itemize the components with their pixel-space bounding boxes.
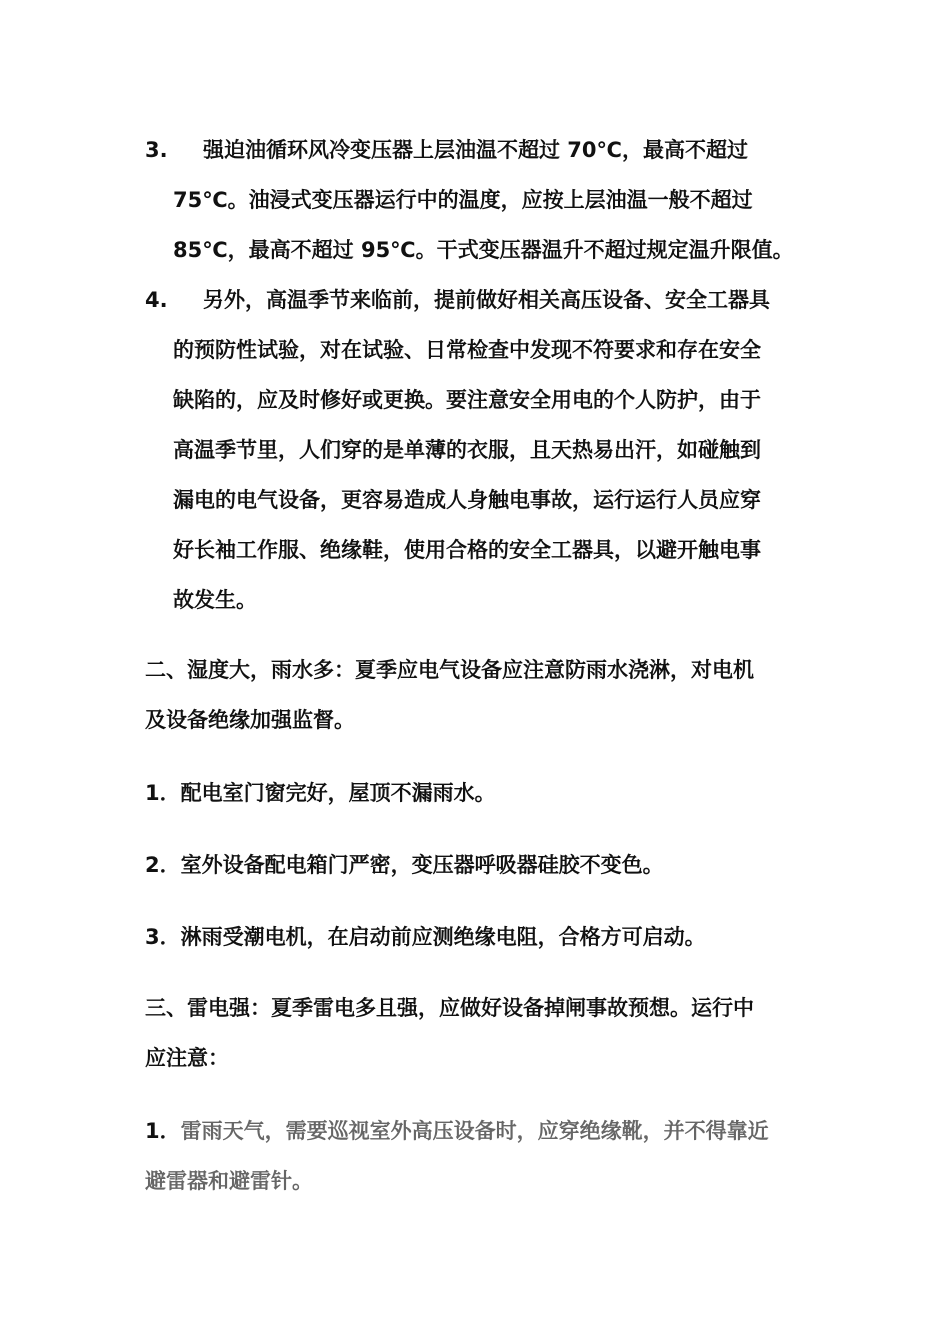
text-line: 应注意： (145, 1046, 229, 1070)
section-2-item-2 (145, 840, 815, 890)
list-marker: 3. (145, 138, 168, 162)
text-line: 及设备绝缘加强监督。 (145, 708, 355, 732)
section-2-item-1 (145, 768, 815, 818)
text-line: 好长袖工作服、绝缘鞋，使用合格的安全工器具，以避开触电事 (173, 538, 761, 562)
list-item-text (173, 125, 813, 275)
section-2-heading (145, 645, 815, 745)
text-line (145, 1106, 815, 1156)
text-line: 强迫油循环风冷变压器上层油温不超过 70℃，最高不超过 (203, 138, 748, 162)
text-line: 2．室外设备配电箱门严密，变压器呼吸器硅胶不变色。 (145, 853, 664, 877)
text-line: 二、湿度大，雨水多：夏季应电气设备应注意防雨水浇淋，对电机 (145, 658, 754, 682)
text-line: 3．淋雨受潮电机，在启动前应测绝缘电阻，合格方可启动。 (145, 925, 706, 949)
text-line: 漏电的电气设备，更容易造成人身触电事故，运行运行人员应穿 (173, 488, 761, 512)
text-line: 另外，高温季节来临前，提前做好相关高压设备、安全工器具 (203, 288, 770, 312)
text-line: 的预防性试验，对在试验、日常检查中发现不符要求和存在安全 (173, 338, 761, 362)
list-item-text (173, 275, 813, 625)
text-line: 三、雷电强：夏季雷电多且强，应做好设备掉闸事故预想。运行中 (145, 996, 754, 1020)
text-line: 故发生。 (173, 588, 257, 612)
gray-text: 雷雨天气，需要巡视室外高压设备时，应穿绝缘靴，并不得靠近 (180, 1119, 769, 1143)
text-line: 85℃，最高不超过 95℃。干式变压器温升不超过规定温升限值。 (173, 238, 794, 262)
section-3-heading (145, 983, 815, 1083)
text-line: 高温季节里，人们穿的是单薄的衣服，且天热易出汗，如碰触到 (173, 438, 761, 462)
text-line: 避雷器和避雷针。 (145, 1169, 313, 1193)
text-line: 缺陷的，应及时修好或更换。要注意安全用电的个人防护，由于 (173, 388, 761, 412)
section-3-item-1 (145, 1106, 815, 1206)
section-2-item-3 (145, 912, 815, 962)
list-marker: 1． (145, 1119, 181, 1143)
list-marker: 4. (145, 288, 168, 312)
text-line: 75℃。油浸式变压器运行中的温度，应按上层油温一般不超过 (173, 188, 753, 212)
text-line: 1．配电室门窗完好，屋顶不漏雨水。 (145, 781, 496, 805)
